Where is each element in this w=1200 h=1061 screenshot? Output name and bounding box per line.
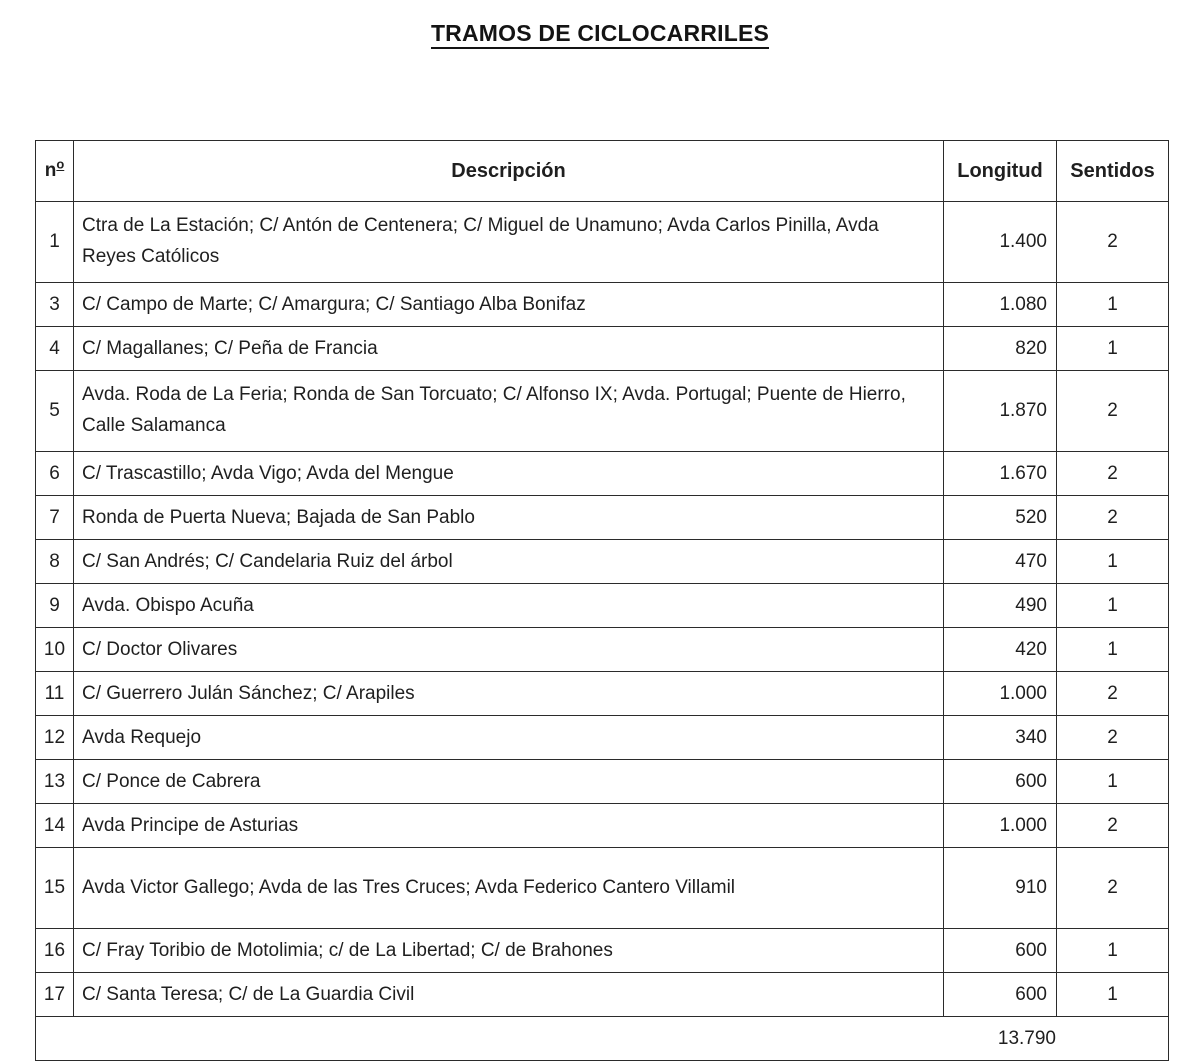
cell-descripcion: Ctra de La Estación; C/ Antón de Centenera; C/ Miguel de Unamuno; Avda Carlos Pinilla, Avda Reyes Católicos xyxy=(74,202,944,283)
cell-sentidos: 1 xyxy=(1057,973,1169,1017)
cell-numero: 1 xyxy=(36,202,74,283)
table-row xyxy=(36,371,1169,452)
cell-sentidos: 1 xyxy=(1057,283,1169,327)
table-header xyxy=(36,141,1169,202)
cell-longitud: 1.000 xyxy=(944,672,1057,716)
cell-numero: 13 xyxy=(36,760,74,804)
cell-numero: 14 xyxy=(36,804,74,848)
table-row xyxy=(36,628,1169,672)
table-row xyxy=(36,929,1169,973)
cell-numero: 16 xyxy=(36,929,74,973)
column-header-longitud: Longitud xyxy=(944,141,1057,202)
column-header-descripcion: Descripción xyxy=(74,141,944,202)
cell-numero: 9 xyxy=(36,584,74,628)
table-row xyxy=(36,327,1169,371)
table-row xyxy=(36,540,1169,584)
cell-numero: 7 xyxy=(36,496,74,540)
column-header-sentidos: Sentidos xyxy=(1057,141,1169,202)
table-header-row xyxy=(36,141,1169,202)
cell-sentidos: 1 xyxy=(1057,929,1169,973)
table-row xyxy=(36,760,1169,804)
table-row xyxy=(36,496,1169,540)
cell-sentidos: 2 xyxy=(1057,672,1169,716)
column-header-numero: $n^o$ xyxy=(36,141,74,202)
ordinal-indicator: o xyxy=(56,156,65,172)
cell-longitud: 470 xyxy=(944,540,1057,584)
cell-descripcion: C/ Santa Teresa; C/ de La Guardia Civil xyxy=(74,973,944,1017)
cell-longitud: 910 xyxy=(944,848,1057,929)
cell-longitud: 1.870 xyxy=(944,371,1057,452)
cell-numero: 10 xyxy=(36,628,74,672)
cell-descripcion: Ronda de Puerta Nueva; Bajada de San Pablo xyxy=(74,496,944,540)
cell-sentidos: 2 xyxy=(1057,371,1169,452)
cell-numero: 8 xyxy=(36,540,74,584)
total-value: 13.790 xyxy=(36,1017,1169,1061)
cell-longitud: 820 xyxy=(944,327,1057,371)
cell-descripcion: Avda. Roda de La Feria; Ronda de San Torcuato; C/ Alfonso IX; Avda. Portugal; Puente de Hierro, Calle Salamanca xyxy=(74,371,944,452)
cell-descripcion: C/ Ponce de Cabrera xyxy=(74,760,944,804)
cell-sentidos: 1 xyxy=(1057,628,1169,672)
table-row xyxy=(36,283,1169,327)
cell-descripcion: Avda. Obispo Acuña xyxy=(74,584,944,628)
table-row xyxy=(36,452,1169,496)
table-row xyxy=(36,804,1169,848)
cell-descripcion: C/ San Andrés; C/ Candelaria Ruiz del árbol xyxy=(74,540,944,584)
cell-descripcion: C/ Guerrero Julán Sánchez; C/ Arapiles xyxy=(74,672,944,716)
cell-longitud: 1.000 xyxy=(944,804,1057,848)
cell-numero: 17 xyxy=(36,973,74,1017)
table-row xyxy=(36,973,1169,1017)
cell-longitud: 1.400 xyxy=(944,202,1057,283)
tramos-table xyxy=(35,140,1169,1061)
cell-sentidos: 2 xyxy=(1057,804,1169,848)
cell-numero: 12 xyxy=(36,716,74,760)
cell-sentidos: 1 xyxy=(1057,760,1169,804)
page-title xyxy=(0,20,1200,49)
cell-numero: 3 xyxy=(36,283,74,327)
cell-descripcion: Avda Requejo xyxy=(74,716,944,760)
table-row xyxy=(36,716,1169,760)
cell-numero: 11 xyxy=(36,672,74,716)
cell-descripcion: C/ Trascastillo; Avda Vigo; Avda del Mengue xyxy=(74,452,944,496)
cell-longitud: 600 xyxy=(944,929,1057,973)
table-row xyxy=(36,672,1169,716)
table-row xyxy=(36,202,1169,283)
cell-sentidos: 1 xyxy=(1057,540,1169,584)
cell-longitud: 340 xyxy=(944,716,1057,760)
cell-descripcion: Avda Principe de Asturias xyxy=(74,804,944,848)
cell-descripcion: Avda Victor Gallego; Avda de las Tres Cruces; Avda Federico Cantero Villamil xyxy=(74,848,944,929)
cell-numero: 15 xyxy=(36,848,74,929)
page-title-text: TRAMOS DE CICLOCARRILES xyxy=(431,20,769,49)
cell-sentidos: 1 xyxy=(1057,584,1169,628)
cell-descripcion: C/ Campo de Marte; C/ Amargura; C/ Santiago Alba Bonifaz xyxy=(74,283,944,327)
cell-numero: 5 xyxy=(36,371,74,452)
cell-longitud: 1.670 xyxy=(944,452,1057,496)
cell-longitud: 600 xyxy=(944,973,1057,1017)
cell-descripcion: C/ Doctor Olivares xyxy=(74,628,944,672)
cell-sentidos: 2 xyxy=(1057,496,1169,540)
total-row xyxy=(36,1017,1169,1061)
cell-sentidos: 2 xyxy=(1057,716,1169,760)
cell-sentidos: 2 xyxy=(1057,848,1169,929)
cell-numero: 4 xyxy=(36,327,74,371)
cell-sentidos: 1 xyxy=(1057,327,1169,371)
table-row xyxy=(36,848,1169,929)
cell-sentidos: 2 xyxy=(1057,452,1169,496)
cell-descripcion: C/ Fray Toribio de Motolimia; c/ de La Libertad; C/ de Brahones xyxy=(74,929,944,973)
cell-longitud: 520 xyxy=(944,496,1057,540)
cell-sentidos: 2 xyxy=(1057,202,1169,283)
cell-numero: 6 xyxy=(36,452,74,496)
table-footer xyxy=(36,1017,1169,1061)
cell-longitud: 420 xyxy=(944,628,1057,672)
cell-longitud: 600 xyxy=(944,760,1057,804)
tramos-table-container xyxy=(35,140,1168,1061)
cell-descripcion: C/ Magallanes; C/ Peña de Francia xyxy=(74,327,944,371)
table-body xyxy=(36,202,1169,1017)
cell-longitud: 490 xyxy=(944,584,1057,628)
cell-longitud: 1.080 xyxy=(944,283,1057,327)
table-row xyxy=(36,584,1169,628)
